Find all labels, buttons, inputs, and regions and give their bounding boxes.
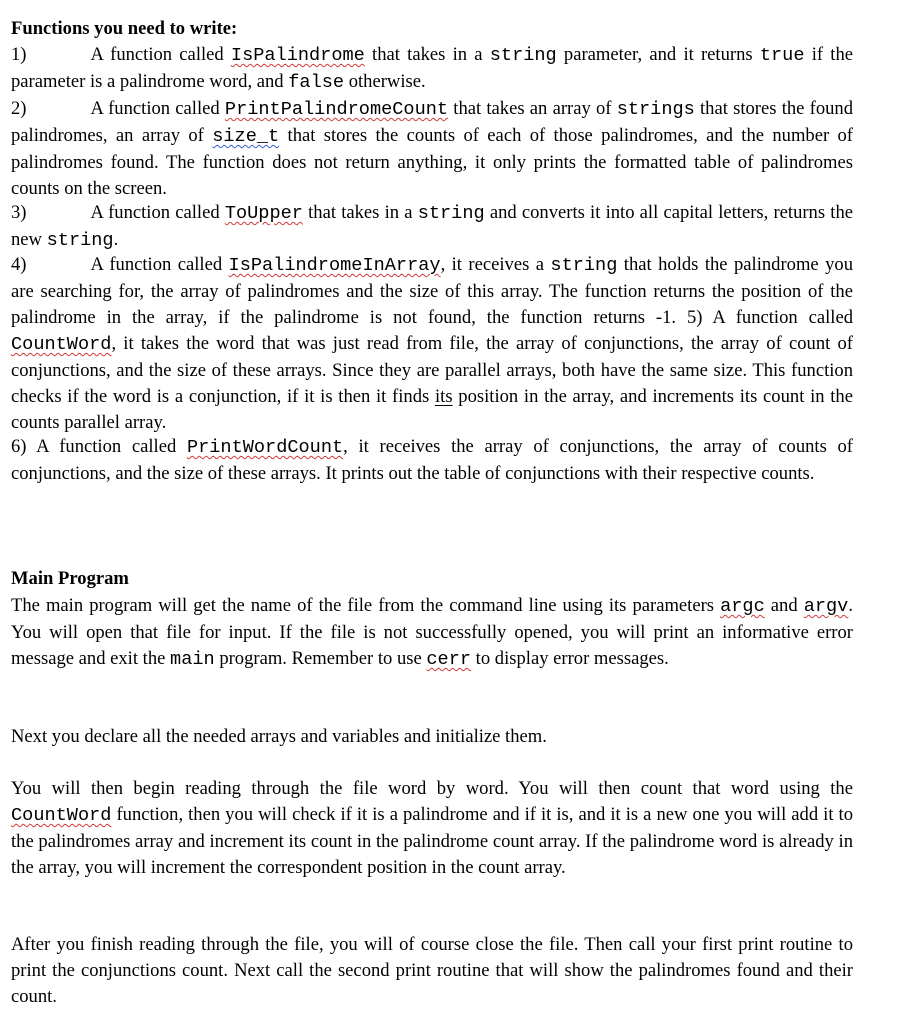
code-main: main (170, 649, 215, 670)
main-paragraph-1: The main program will get the name of the file from the command line using its parameters argc and argv. You will open that file for input. If the file is not successfully opened, you will print an informative error message and exit the main program. Remember to use cerr to display error messages. (11, 595, 853, 670)
code-strings: strings (616, 99, 695, 120)
code-countword: CountWord (11, 334, 112, 355)
main-paragraph-2: Next you declare all the needed arrays and variables and initialize them. (11, 726, 547, 747)
code-string: string (46, 230, 114, 251)
code-string: string (489, 45, 557, 66)
code-cerr: cerr (426, 649, 472, 670)
code-argc: argc (720, 596, 765, 617)
code-true: true (759, 45, 805, 66)
code-string: string (417, 203, 485, 224)
main-paragraph-4: After you finish reading through the file, you will of course close the file. Then call your first print routine to print the conjunctions count. Next call the second print routine that will show the palindromes found and their count. (11, 934, 853, 1007)
code-countword: CountWord (11, 805, 112, 826)
code-false: false (288, 72, 345, 93)
main-program-heading: Main Program (11, 568, 129, 589)
code-ispalindromeinarray: IsPalindromeInArray (228, 255, 441, 276)
function-6-paragraph: 6) A function called PrintWordCount, it receives the array of conjunctions, the array of counts of conjunctions, and the size of these arrays. It prints out the table of conjunctions with their respective counts. (11, 436, 853, 484)
function-2-paragraph: 2) A function called PrintPalindromeCount that takes an array of strings that stores the found palindromes, an array of size_t that stores the counts of each of those palindromes, and the number of palindromes found. The function does not return anything, it only prints the formatted table of palindromes counts on the screen. (11, 98, 854, 199)
function-1-paragraph: 1) A function called IsPalindrome that takes in a string parameter, and it returns true if the parameter is a palindrome word, and false otherwise. (11, 44, 854, 93)
main-paragraph-3: You will then begin reading through the file word by word. You will then count that word using the CountWord function, then you will check if it is a palindrome and if it is, and it is a new one you will add it to the palindromes array and increment its count in the palindrome count array. If the palindrome word is already in the array, you will increment the correspondent position in the count array. (11, 778, 853, 878)
its-underlined: its (434, 386, 453, 407)
function-3-paragraph: 3) A function called ToUpper that takes in a string and converts it into all capital letters, returns the new string. (11, 202, 853, 251)
functions-heading: Functions you need to write: (11, 18, 238, 39)
function-4-5-paragraph: 4) A function called IsPalindromeInArray, it receives a string that holds the palindrome you are searching for, the array of palindromes and the size of this array. The function returns the position of the palindrome in the array, if the palindrome is not found, the function returns -1. 5) A function called CountWord, it takes the word that was just read from file, the array of conjunctions, the array of count of conjunctions, and the size of these arrays. Since they are parallel arrays, both have the same size. This function checks if the word is a conjunction, if it is then it finds its position in the array, and increments its count in the counts parallel array. (11, 254, 853, 433)
code-printpalindromecount: PrintPalindromeCount (224, 99, 449, 120)
code-printwordcount: PrintWordCount (186, 437, 344, 458)
code-string: string (550, 255, 618, 276)
code-ispalindrome: IsPalindrome (230, 45, 365, 66)
code-toupper: ToUpper (224, 203, 303, 224)
code-size-t: size_t (212, 126, 280, 147)
code-argv: argv (803, 596, 849, 617)
